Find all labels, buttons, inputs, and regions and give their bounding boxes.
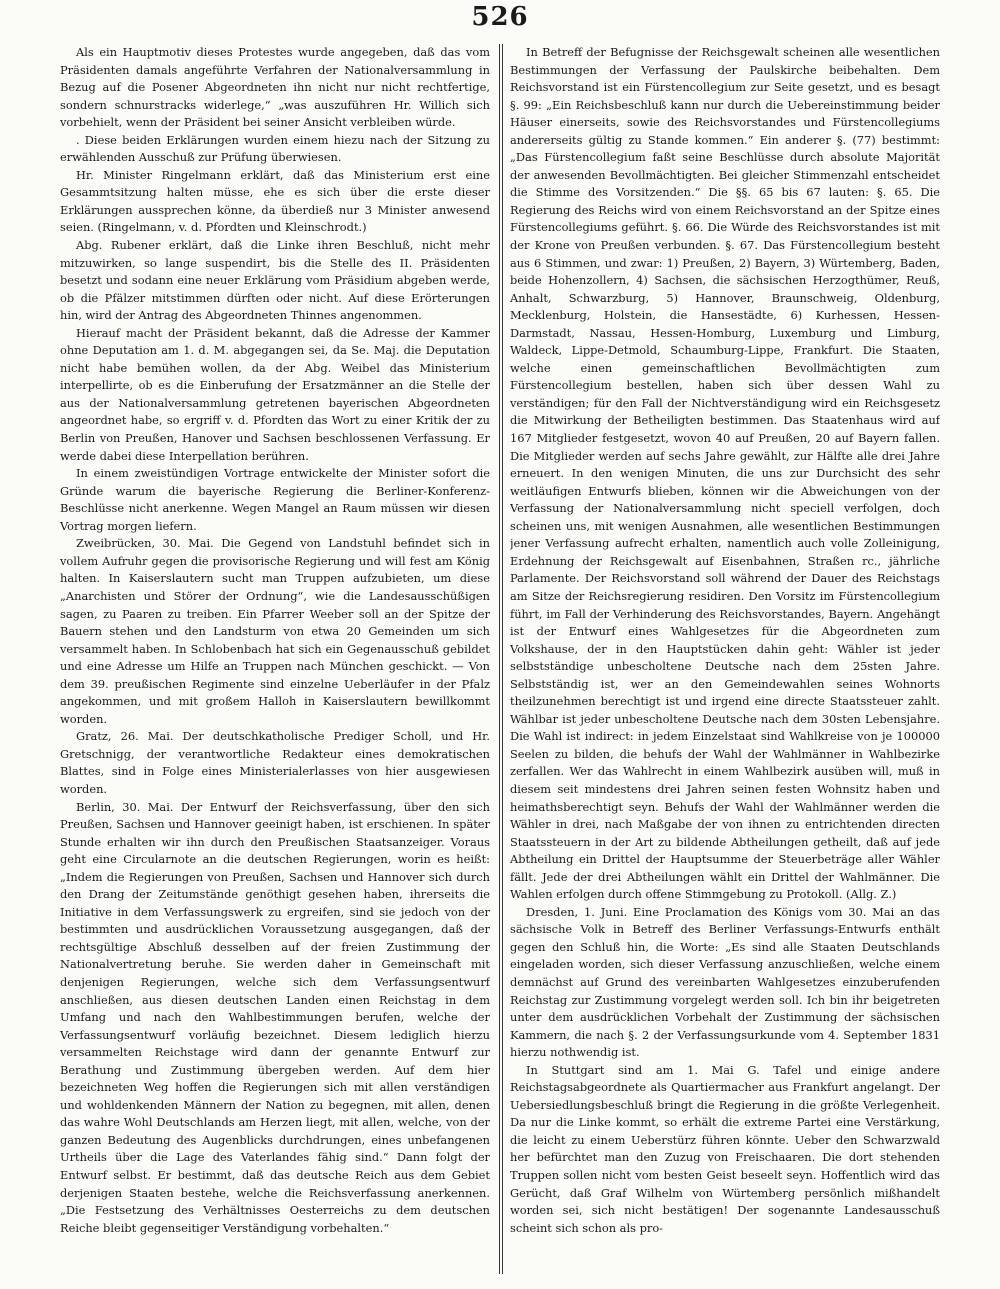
paragraph: . Diese beiden Erklärungen wurden einem hiezu nach der Sitzung zu erwählenden Ausschuß zur Prüfung überwiesen. [60,132,490,165]
paragraph: Dresden, 1. Juni. Eine Proclamation des Königs vom 30. Mai an das sächsische Volk in Betreff des Berliner Verfassungs-Entwurfs enthält gegen den Schluß hin, die Worte: „Es sind alle Staaten Deutschlands eingeladen worden, sich dieser Verfassung anzuschließen, welche einem demnächst auf Grund des vereinbarten Wahlgesetzes einzuberufenden Reichstag zur Zustimmung vorgelegt werden soll. Ich bin ihr beigetreten unter dem ausdrücklichen Vorbehalt der Zustimmung der sächsischen Kammern, die nach §. 2 der Verfassungsurkunde vom 4. September 1831 hierzu nothwendig ist. [510,904,940,1060]
right-column [510,44,940,1280]
paragraph: In einem zweistündigen Vortrage entwickelte der Minister sofort die Gründe warum die bayerische Regierung die Berliner-Konferenz-Beschlüsse nicht anerkenne. Wegen Mangel an Raum müssen wir diesen Vortrag morgen liefern. [60,466,490,533]
paragraph: In Stuttgart sind am 1. Mai G. Tafel und einige andere Reichstagsabgeordnete als Quartiermacher aus Frankfurt angelangt. Der Uebersiedlungsbeschluß bringt die Regierung in die größte Verlegenheit. Da nur die Linke kommt, so erhält die extreme Partei eine Verstärkung, die leicht zu einem Ueberstürz führen könnte. Ueber den Schwarzwald her befürchtet man den Zuzug von Freischaaren. Die dort stehenden Truppen sollen nicht vom besten Geist beseelt seyn. Hoffentlich wird das Gerücht, daß Graf Wilhelm von Würtemberg persönlich mißhandelt worden sei, sich nicht bestätigen! Der sogenannte Landesausschuß scheint sich schon als pro- [510,1062,940,1235]
paragraph: Hierauf macht der Präsident bekannt, daß die Adresse der Kammer ohne Deputation am 1. d. M. abgegangen sei, da Se. Maj. die Deputation nicht habe bemühen wollen, da der Abg. Weibel das Ministerium interpellirte, ob es die Einberufung der Ersatzmänner an die Stelle der aus der Nationalversammlung getretenen bayerischen Abgeordneten angeordnet habe, so ergriff v. d. Pfordten das Wort zu einer Kritik der zu Berlin von Preußen, Hanover und Sachsen beschlossenen Verfassung. Er werde dabei diese Interpellation berühren. [60,325,490,463]
paragraph: In Betreff der Befugnisse der Reichsgewalt scheinen alle wesentlichen Bestimmungen der Verfassung der Paulskirche beibehalten. Dem Reichsvorstand ist ein Fürstencollegium zur Seite gesetzt, und es besagt §. 99: „Ein Reichsbeschluß kann nur durch die Uebereinstimmung beider Häuser einerseits, sowie des Reichsvorstandes und Fürstencollegiums andererseits gültig zu Stande kommen.“ Ein anderer §. (77) bestimmt: „Das Fürstencollegium faßt seine Beschlüsse durch absolute Majorität der anwesenden Bevollmächtigten. Bei gleicher Stimmenzahl entscheidet die Stimme des Vorsitzenden.“ Die §§. 65 bis 67 lauten: §. 65. Die Regierung des Reichs wird von einem Reichsvorstand an der Spitze eines Fürstencollegiums geführt. §. 66. Die Würde des Reichsvorstandes ist mit der Krone von Preußen verbunden. §. 67. Das Fürstencollegium besteht aus 6 Stimmen, und zwar: 1) Preußen, 2) Bayern, 3) Würtemberg, Baden, beide Hohenzollern, 4) Sachsen, die sächsischen Herzogthümer, Reuß, Anhalt, Schwarzburg, 5) Hannover, Braunschweig, Oldenburg, Mecklenburg, Holstein, die Hansestädte, 6) Kurhessen, Hessen-Darmstadt, Nassau, Hessen-Homburg, Luxemburg und Limburg, Waldeck, Lippe-Detmold, Schaumburg-Lippe, Frankfurt. Die Staaten, welche einen gemeinschaftlichen Bevollmächtigten zum Fürstencollegium bestellen, haben sich über dessen Wahl zu verständigen; für den Fall der Nichtverständigung wird ein Reichsgesetz die Mitwirkung der Betheiligten bestimmen. Das Staatenhaus wird auf 167 Mitglieder festgesetzt, wovon 40 auf Preußen, 20 auf Bayern fallen. Die Mitglieder werden auf sechs Jahre gewählt, zur Hälfte alle drei Jahre erneuert. In den wenigen Minuten, die uns zur Durchsicht des sehr weitläufigen Entwurfs blieben, können wir die Abweichungen von der Verfassung der Nationalversammlung nicht speciell verfolgen, doch scheinen uns, mit wenigen Ausnahmen, alle wesentlichen Bestimmungen jener Verfassung aufrecht erhalten, namentlich auch volle Zolleinigung, Erdehnung der Reichsgewalt auf Eisenbahnen, Straßen rc., jährliche Parlamente. Der Reichsvorstand soll während der Dauer des Reichstags am Sitze der Reichsregierung residiren. Den Vorsitz im Fürstencollegium führt, im Fall der Verhinderung des Reichsvorstandes, Bayern. Angehängt ist der Entwurf eines Wahlgesetzes für die Abgeordneten zum Volkshause, der in den Hauptstücken dahin geht: Wähler ist jeder selbstständige unbescholtene Deutsche nach dem 25sten Jahre. Selbstständig ist, wer an den Gemeindewahlen seines Wohnorts theilzunehmen berechtigt ist und irgend eine directe Staatssteuer zahlt. Wählbar ist jeder unbescholtene Deutsche nach dem 30sten Lebensjahre. Die Wahl ist indirect: in jedem Einzelstaat sind Wahlkreise von je 100000 Seelen zu bilden, die behufs der Wahl der Wahlmänner in Wahlbezirke zerfallen. Wer das Wahlrecht in einem Wahlbezirk ausüben will, muß in diesem seit mindestens drei Jahren seinen festen Wohnsitz haben und heimathsberechtigt seyn. Behufs der Wahl der Wahlmänner werden die Wähler in drei, nach Maßgabe der von ihnen zu entrichtenden directen Staatssteuern in der Art zu bildende Abtheilungen getheilt, daß auf jede Abtheilung ein Drittel der Hauptsumme der Steuerbeträge aller Wähler fällt. Jede der drei Abtheilungen wählt ein Drittel der Wahlmänner. Die Wahlen erfolgen durch offene Stimmgebung zu Protokoll. (Allg. Z.) [510,45,940,902]
paragraph: Als ein Hauptmotiv dieses Protestes wurde angegeben, daß das vom Präsidenten damals angeführte Verfahren der Nationalversammlung in Bezug auf die Posener Abgeordneten ihn nicht nur nicht rechtfertige, sondern schnurstracks widerlege,“ „was auszuführen Hr. Willich sich vorbehielt, wenn der Präsident bei seiner Ansicht verbleiben würde. [60,45,490,130]
left-column [60,44,490,1280]
paragraph: Abg. Rubener erklärt, daß die Linke ihren Beschluß, nicht mehr mitzuwirken, so lange suspendirt, bis die Stelle des II. Präsidenten besetzt und sodann eine neuer Erklärung vom Präsidium abgeben werde, ob die Pfälzer mitstimmen dürften oder nicht. Auf diese Erörterungen hin, wird der Antrag des Abgeordneten Thinnes angenommen. [60,238,490,323]
paragraph: Hr. Minister Ringelmann erklärt, daß das Ministerium erst eine Gesammtsitzung halten müsse, ehe es sich über die erste dieser Erklärungen aussprechen könne, da überdieß nur 3 Minister anwesend seien. (Ringelmann, v. d. Pfordten und Kleinschrodt.) [60,167,490,235]
paragraph: Gratz, 26. Mai. Der deutschkatholische Prediger Scholl, und Hr. Gretschnigg, der verantwortliche Redakteur eines demokratischen Blattes, sind in Folge eines Ministerialerlasses von hier ausgewiesen worden. [60,729,490,796]
column-divider-second-line [502,44,503,1274]
paragraph: Berlin, 30. Mai. Der Entwurf der Reichsverfassung, über den sich Preußen, Sachsen und Hannover geeinigt haben, ist erschienen. In später Stunde erhalten wir ihn durch den Preußischen Staatsanzeiger. Voraus geht eine Circularnote an die deutschen Regierungen, worin es heißt: „Indem die Regierungen von Preußen, Sachsen und Hannover sich durch den Drang der Zeitumstände genöthigt gesehen haben, ihrerseits die Initiative in dem Verfassungswerk zu ergreifen, sind sie jedoch von der bestimmten und ausdrücklichen Voraussetzung ausgegangen, daß der rechtsgültige Abschluß desselben auf der freien Zustimmung der Nationalvertretung beruhe. Sie werden daher in Gemeinschaft mit denjenigen Regierungen, welche sich dem Verfassungsentwurf anschließen, aus diesen deutschen Landen einen Reichstag in dem Umfang und nach den Wahlbestimmungen berufen, welche der Verfassungsentwurf vorläufig bezeichnet. Diesem lediglich hierzu versammelten Reichstage wird dann der genannte Entwurf zur Berathung und Zustimmung übergeben werden. Auf dem hier bezeichneten Weg hoffen die Regierungen sich mit allen verständigen und wohldenkenden Männern der Nation zu begegnen, mit allen, denen das wahre Wohl Deutschlands am Herzen liegt, mit allen, welche, von der ganzen Bedeutung des Augenblicks durchdrungen, eines unbefangenen Urtheils über die Lage des Vaterlandes fähig sind.“ Dann folgt der Entwurf selbst. Er bestimmt, daß das deutsche Reich aus dem Gebiet derjenigen Staaten bestehe, welche die Reichsverfassung anerkennen. „Die Festsetzung des Verhältnisses Oesterreichs zu dem deutschen Reiche bleibt gegenseitiger Verständigung vorbehalten.“ [60,799,490,1235]
column-divider [499,44,500,1274]
page-number: 526 [471,2,529,32]
paragraph: Zweibrücken, 30. Mai. Die Gegend von Landstuhl befindet sich in vollem Aufruhr gegen die provisorische Regierung und will fest am König halten. In Kaiserslautern sucht man Truppen aufzubieten, um diese „Anarchisten und Störer der Ordnung“, wie die Landesausschüßigen sagen, zu Paaren zu treiben. Ein Pfarrer Weeber soll an der Spitze der Bauern stehen und den Landsturm von etwa 20 Gemeinden um sich versammelt haben. In Schlobenbach hat sich ein Gegenausschuß gebildet und eine Adresse um Hilfe an Truppen nach München geschickt. — Von dem 39. preußischen Regimente sind einzelne Ueberläufer in der Pfalz angekommen, und mit großem Halloh in Kaiserslautern bewillkommt worden. [60,536,490,726]
